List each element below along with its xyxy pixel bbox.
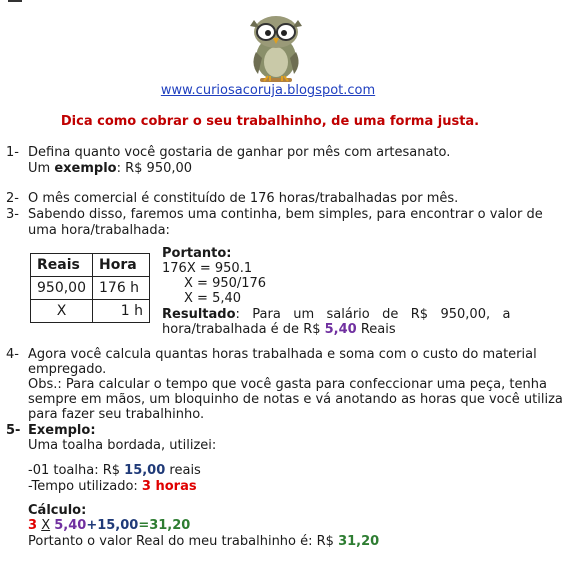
calc-eq3: X = 5,40 xyxy=(184,291,242,306)
item3-line1: Sabendo disso, faremos uma continha, bem simples, para encontrar o valor de xyxy=(28,207,543,222)
calc-hours: 3 xyxy=(28,518,38,533)
calc-resultado-value: 5,40 xyxy=(324,322,357,337)
final-value-line xyxy=(28,534,379,550)
calc-material: +15,00 xyxy=(86,518,139,533)
calculo-label: Cálculo: xyxy=(28,503,87,518)
item1-example-value: : R$ 950,00 xyxy=(116,161,193,176)
reais-hora-table xyxy=(30,253,150,323)
calc-resultado-line1 xyxy=(162,307,547,323)
item4-obs2: sempre em mãos, um bloquinho de notas e vá anotando as horas que você utiliza xyxy=(28,392,563,407)
calc-eq2: X = 950/176 xyxy=(184,276,267,291)
calc-resultado-unit: Reais xyxy=(360,322,396,337)
item4-line1: Agora você calcula quantas horas trabalhada e soma com o custo do material xyxy=(28,347,537,362)
item1-text: Defina quanto você gostaria de ganhar por mês com artesanato. xyxy=(28,145,451,160)
item1-example-prefix: Um xyxy=(28,161,51,176)
table-header-reais: Reais xyxy=(31,254,93,277)
item1-number: 1- xyxy=(6,145,19,160)
calc-resultado-text2: hora/trabalhada é de R$ xyxy=(162,322,321,337)
calc-portanto: Portanto: xyxy=(162,246,232,261)
table-header-hora: Hora xyxy=(93,254,150,277)
page-title: Dica como cobrar o seu trabalhinho, de uma forma justa. xyxy=(60,114,480,129)
item4-number: 4- xyxy=(6,347,19,362)
item2-number: 2- xyxy=(6,191,19,206)
final-value: 31,20 xyxy=(338,534,380,549)
item1-example-label: exemplo xyxy=(54,161,117,176)
calc-eq1: 176X = 950.1 xyxy=(162,261,253,276)
item5-toalha xyxy=(28,463,201,479)
calc-resultado-label: Resultado xyxy=(162,307,236,322)
final-prefix: Portanto o valor Real do meu trabalhinho é: R$ xyxy=(28,534,334,549)
toalha-prefix: -01 toalha: R$ xyxy=(28,463,121,478)
blog-link[interactable]: www.curiosacoruja.blogspot.com xyxy=(160,83,376,98)
calculo-expression xyxy=(28,518,190,534)
item3-line2: uma hora/trabalhada: xyxy=(28,223,170,238)
tempo-value: 3 horas xyxy=(141,479,197,494)
tempo-prefix: -Tempo utilizado: xyxy=(28,479,138,494)
item4-obs3: para fazer seu trabalhinho. xyxy=(28,407,205,422)
item2-text: O mês comercial é constituído de 176 horas/trabalhadas por mês. xyxy=(28,191,459,206)
toalha-value: 15,00 xyxy=(124,463,166,478)
item4-obs1: Obs.: Para calcular o tempo que você gasta para confeccionar uma peça, tenha xyxy=(28,377,547,392)
top-edge-mark xyxy=(8,0,22,2)
calc-resultado-text: : Para um salário de R$ 950,00, a xyxy=(235,307,511,322)
calc-times: X xyxy=(41,518,51,533)
toalha-unit: reais xyxy=(169,463,201,478)
table-cell: X xyxy=(31,300,93,323)
item5-tempo xyxy=(28,479,197,495)
calc-rate: 5,40 xyxy=(54,518,87,533)
calc-total: =31,20 xyxy=(138,518,191,533)
calc-resultado-line2 xyxy=(162,322,396,338)
item1-example xyxy=(28,161,192,177)
owl-icon xyxy=(244,8,308,84)
item5-number: 5- xyxy=(6,423,21,438)
item3-number: 3- xyxy=(6,207,19,222)
item5-label: Exemplo: xyxy=(28,423,96,438)
item5-intro: Uma toalha bordada, utilizei: xyxy=(28,438,217,453)
item4-line2: empregado. xyxy=(28,362,107,377)
table-cell: 176 h xyxy=(93,277,150,300)
table-cell: 950,00 xyxy=(31,277,93,300)
table-cell: 1 h xyxy=(93,300,150,323)
